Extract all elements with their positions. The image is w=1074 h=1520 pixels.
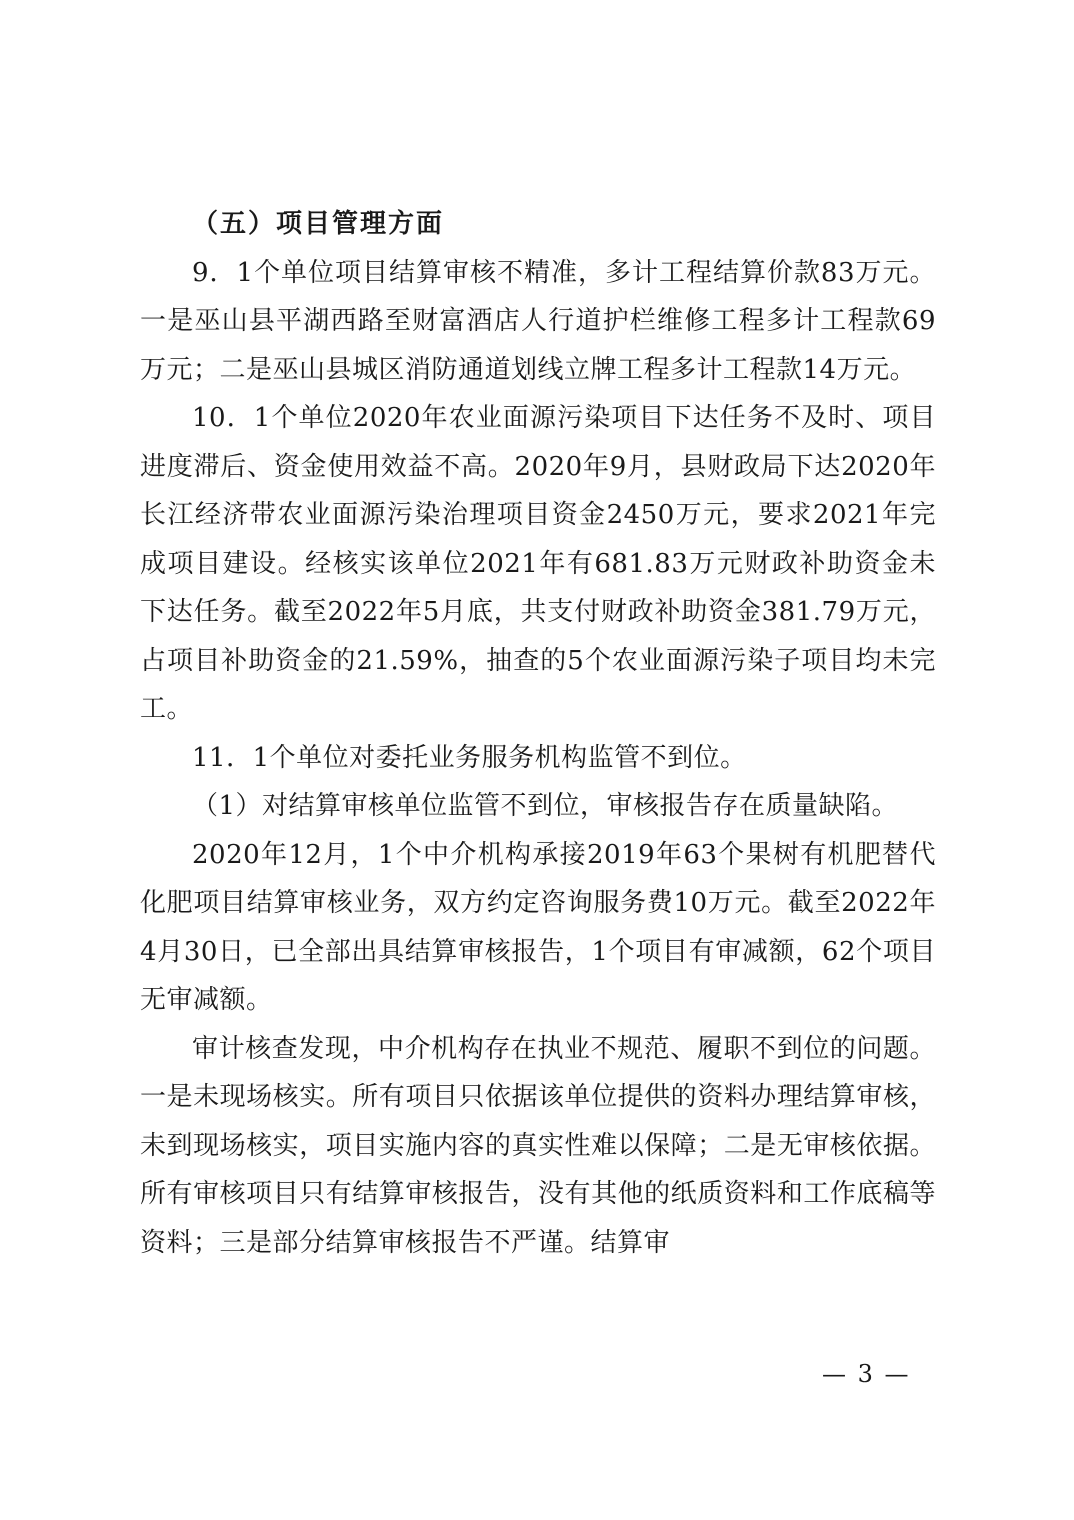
paragraph-item-11: 11．1个单位对委托业务服务机构监管不到位。 xyxy=(192,742,747,773)
paragraph-background: 2020年12月，1个中介机构承接2019年63个果树有机肥替代化肥项目结算审核业务，双方约定咨询服务费10万元。截至2022年4月30日，已全部出具结算审核报告，1个项目有审减额，62个项目无审减额。 xyxy=(140,839,936,1015)
paragraph-audit-findings: 审计核查发现，中介机构存在执业不规范、履职不到位的问题。一是未现场核实。所有项目只依据该单位提供的资料办理结算审核，未到现场核实，项目实施内容的真实性难以保障；二是无审核依据。所有审核项目只有结算审核报告，没有其他的纸质资料和工作底稿等资料；三是部分结算审核报告不严谨。结算审 xyxy=(140,1033,936,1258)
page-number: — 3 — xyxy=(822,1360,911,1388)
paragraph-item-10: 10．1个单位2020年农业面源污染项目下达任务不及时、项目进度滞后、资金使用效益不高。2020年9月，县财政局下达2020年长江经济带农业面源污染治理项目资金2450万元，要求2021年完成项目建设。经核实该单位2021年有681.83万元财政补助资金未下达任务。截至2022年5月底，共支付财政补助资金381.79万元，占项目补助资金的21.59%，抽查的5个农业面源污染子项目均未完工。 xyxy=(140,403,936,724)
paragraph-item-9: 9．1个单位项目结算审核不精准，多计工程结算价款83万元。一是巫山县平湖西路至财富酒店人行道护栏维修工程多计工程款69万元；二是巫山县城区消防通道划线立牌工程多计工程款14万元。 xyxy=(140,257,936,385)
section-heading: （五）项目管理方面 xyxy=(192,209,445,239)
document-body xyxy=(140,200,936,1267)
paragraph-subitem-1: （1）对结算审核单位监管不到位，审核报告存在质量缺陷。 xyxy=(192,791,899,821)
